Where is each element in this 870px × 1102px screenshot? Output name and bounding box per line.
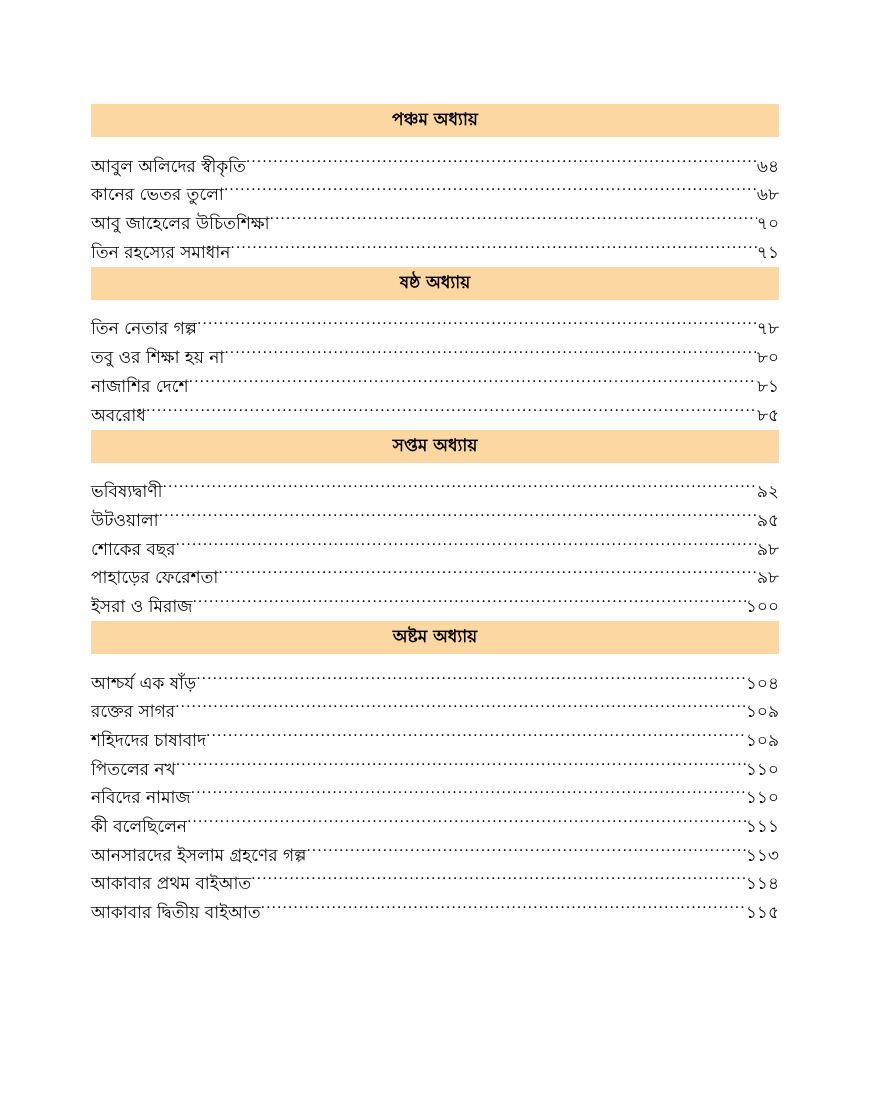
dot-leader bbox=[230, 229, 757, 258]
entry-title: নবিদের নামাজ bbox=[91, 788, 191, 809]
entry-title: ইসরা ও মিরাজ bbox=[91, 596, 193, 617]
dot-leader bbox=[224, 334, 757, 363]
dot-leader bbox=[261, 889, 746, 918]
entry-title: আবুল অলিদের স্বীকৃতি bbox=[91, 156, 246, 177]
dot-leader bbox=[246, 143, 757, 172]
entry-page-number: ১১০ bbox=[745, 759, 779, 780]
toc-entry[interactable] bbox=[91, 832, 779, 866]
entry-page-number: ১০৯ bbox=[745, 702, 779, 723]
dot-leader bbox=[187, 803, 746, 832]
entry-title: নাজাশির দেশে bbox=[91, 376, 189, 397]
toc-entry[interactable] bbox=[91, 143, 779, 177]
entry-title: আবু জাহেলের উচিতশিক্ষা bbox=[91, 214, 270, 235]
entry-title: তবু ওর শিক্ষা হয় না bbox=[91, 348, 225, 369]
entry-page-number: ১১৫ bbox=[745, 903, 779, 924]
entry-title: আকাবার প্রথম বাইআত bbox=[91, 874, 252, 895]
entry-page-number: ৮৫ bbox=[756, 405, 779, 426]
section-heading: পঞ্চম অধ্যায় bbox=[91, 104, 779, 137]
entry-page-number: ১১৪ bbox=[745, 874, 779, 895]
dot-leader bbox=[175, 526, 756, 555]
entry-page-number: ৯২ bbox=[756, 482, 779, 503]
toc-entry[interactable] bbox=[91, 469, 779, 503]
dot-leader bbox=[224, 172, 757, 201]
dot-leader bbox=[175, 689, 746, 718]
dot-leader bbox=[206, 717, 746, 746]
toc-entry[interactable] bbox=[91, 392, 779, 426]
toc-entry[interactable] bbox=[91, 306, 779, 340]
entry-title: তিন রহস্যের সমাধান bbox=[91, 242, 231, 263]
entry-page-number: ৭০ bbox=[756, 214, 779, 235]
dot-leader bbox=[270, 200, 757, 229]
entry-title: অবরোধ bbox=[91, 405, 146, 426]
section-chapter-7 bbox=[91, 430, 779, 617]
entry-page-number: ১১৩ bbox=[745, 845, 779, 866]
entry-page-number: ১০৪ bbox=[745, 673, 779, 694]
entry-page-number: ১০০ bbox=[745, 596, 779, 617]
entry-page-number: ৬৪ bbox=[756, 156, 779, 177]
toc-entry[interactable] bbox=[91, 363, 779, 397]
entry-page-number: ৮১ bbox=[756, 376, 779, 397]
dot-leader bbox=[162, 469, 756, 498]
dot-leader bbox=[218, 555, 757, 584]
toc-entry[interactable] bbox=[91, 583, 779, 617]
entry-page-number: ১০৯ bbox=[745, 731, 779, 751]
table-of-contents bbox=[91, 104, 779, 924]
section-chapter-8 bbox=[91, 621, 779, 924]
entry-page-number: ৯৮ bbox=[756, 539, 779, 560]
entry-page-number: ৮০ bbox=[756, 348, 779, 369]
toc-entry[interactable] bbox=[91, 803, 779, 838]
entry-title: কানের ভেতর তুলো bbox=[91, 185, 224, 206]
toc-entry[interactable] bbox=[91, 497, 779, 531]
toc-entry[interactable] bbox=[91, 555, 779, 589]
entry-page-number: ১১১ bbox=[745, 817, 779, 838]
entry-title: শহিদদের চাষাবাদ bbox=[91, 731, 207, 751]
dot-leader bbox=[191, 775, 746, 804]
entry-title: ভবিষ্যদ্বাণী bbox=[91, 482, 163, 503]
entry-title: আনসারদের ইসলাম গ্রহণের গল্প bbox=[91, 845, 307, 866]
entry-page-number: ১১০ bbox=[745, 788, 779, 809]
toc-entry[interactable] bbox=[91, 746, 779, 780]
entry-title: পিতলের নখ bbox=[91, 759, 176, 780]
entry-title: শোকের বছর bbox=[91, 539, 176, 560]
entry-title: আশ্চর্য এক ষাঁড় bbox=[91, 673, 197, 694]
toc-entry[interactable] bbox=[91, 717, 779, 751]
entry-page-number: ৭১ bbox=[756, 242, 779, 263]
entry-title: তিন নেতার গল্প bbox=[91, 319, 197, 340]
entry-title: রক্তের সাগর bbox=[91, 702, 176, 723]
entry-title: কী বলেছিলেন bbox=[91, 817, 187, 838]
dot-leader bbox=[196, 660, 746, 689]
section-chapter-6 bbox=[91, 267, 779, 426]
toc-entry[interactable] bbox=[91, 775, 779, 809]
dot-leader bbox=[146, 392, 757, 421]
entry-title: উটওয়ালা bbox=[91, 510, 159, 531]
toc-entry[interactable] bbox=[91, 526, 779, 560]
section-heading: অষ্টম অধ্যায় bbox=[91, 621, 779, 654]
dot-leader bbox=[159, 497, 757, 526]
dot-leader bbox=[306, 832, 746, 861]
entry-page-number: ৬৮ bbox=[756, 185, 779, 206]
entry-title: আকাবার দ্বিতীয় বাইআত bbox=[91, 903, 261, 924]
section-heading: ষষ্ঠ অধ্যায় bbox=[91, 267, 779, 300]
dot-leader bbox=[251, 861, 746, 890]
toc-entry[interactable] bbox=[91, 689, 779, 723]
section-chapter-5 bbox=[91, 104, 779, 263]
section-heading: সপ্তম অধ্যায় bbox=[91, 430, 779, 463]
dot-leader bbox=[189, 363, 757, 392]
dot-leader bbox=[192, 583, 745, 612]
entry-page-number: ৯৫ bbox=[756, 510, 779, 531]
entry-page-number: ৭৮ bbox=[756, 319, 779, 340]
entry-title: পাহাড়ের ফেরেশতা bbox=[91, 568, 219, 589]
entry-page-number: ৯৮ bbox=[756, 568, 779, 589]
toc-entry[interactable] bbox=[91, 660, 779, 694]
dot-leader bbox=[197, 306, 757, 335]
dot-leader bbox=[176, 746, 746, 775]
